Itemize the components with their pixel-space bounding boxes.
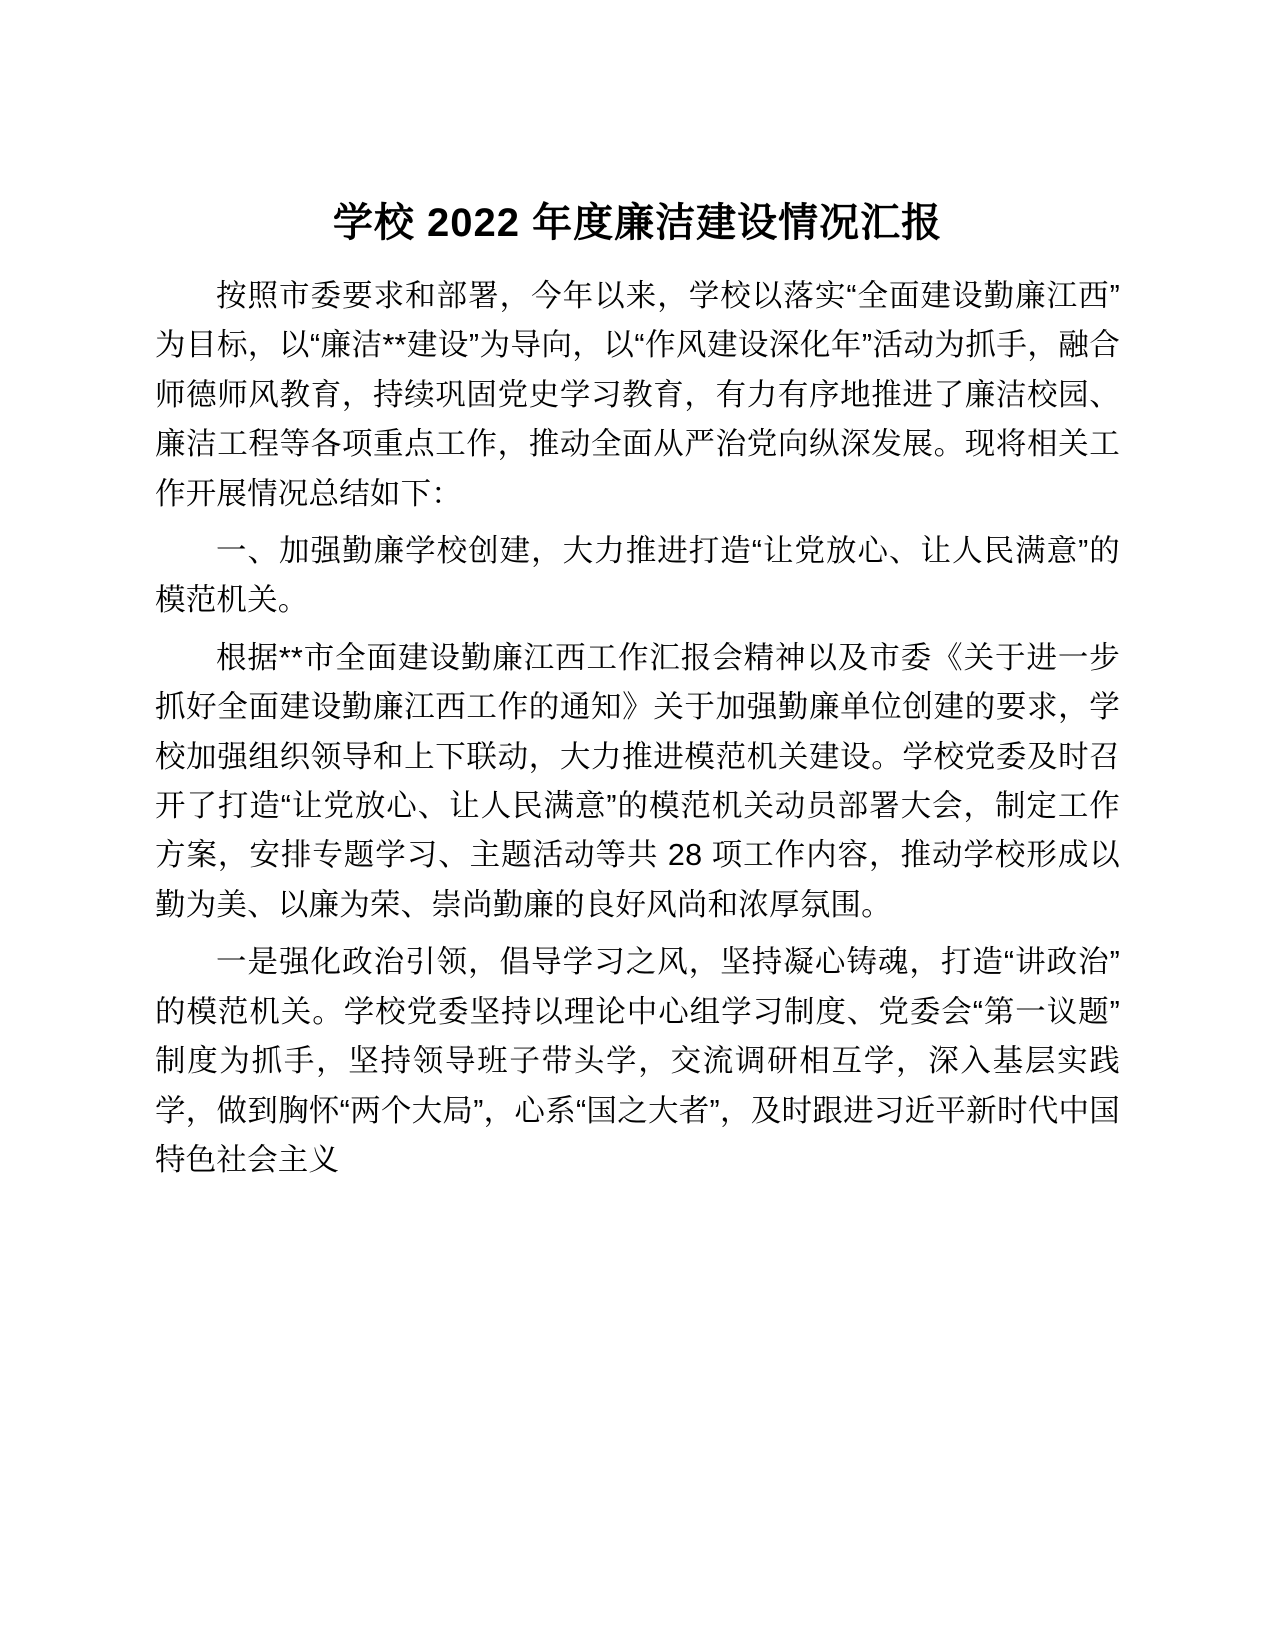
paragraph-3: 根据**市全面建设勤廉江西工作汇报会精神以及市委《关于进一步抓好全面建设勤廉江西工作的通知》关于加强勤廉单位创建的要求，学校加强组织领导和上下联动，大力推进模范机关建设。学校党委及时召开了打造“让党放心、让人民满意”的模范机关动员部署大会，制定工作方案，安排专题学习、主题活动等共 28 项工作内容，推动学校形成以勤为美、以廉为荣、崇尚勤廉的良好风尚和浓厚氛围。 [155, 640, 1120, 922]
paragraph-4: 一是强化政治引领，倡导学习之风，坚持凝心铸魂，打造“讲政治”的模范机关。学校党委坚持以理论中心组学习制度、党委会“第一议题”制度为抓手，坚持领导班子带头学，交流调研相互学，深入基层实践学，做到胸怀“两个大局”，心系“国之大者”，及时跟进习近平新时代中国特色社会主义 [155, 945, 1120, 1177]
page-title: 学校 2022 年度廉洁建设情况汇报 [332, 201, 943, 245]
paragraph-1: 按照市委要求和部署，今年以来，学校以落实“全面建设勤廉江西”为目标，以“廉洁**建设”为导向，以“作风建设深化年”活动为抓手，融合师德师风教育，持续巩固党史学习教育，有力有序地推进了廉洁校园、廉洁工程等各项重点工作，推动全面从严治党向纵深发展。现将相关工作开展情况总结如下： [155, 279, 1120, 511]
paragraph-2-section-heading: 一、加强勤廉学校创建，大力推进打造“让党放心、让人民满意”的模范机关。 [155, 534, 1120, 618]
